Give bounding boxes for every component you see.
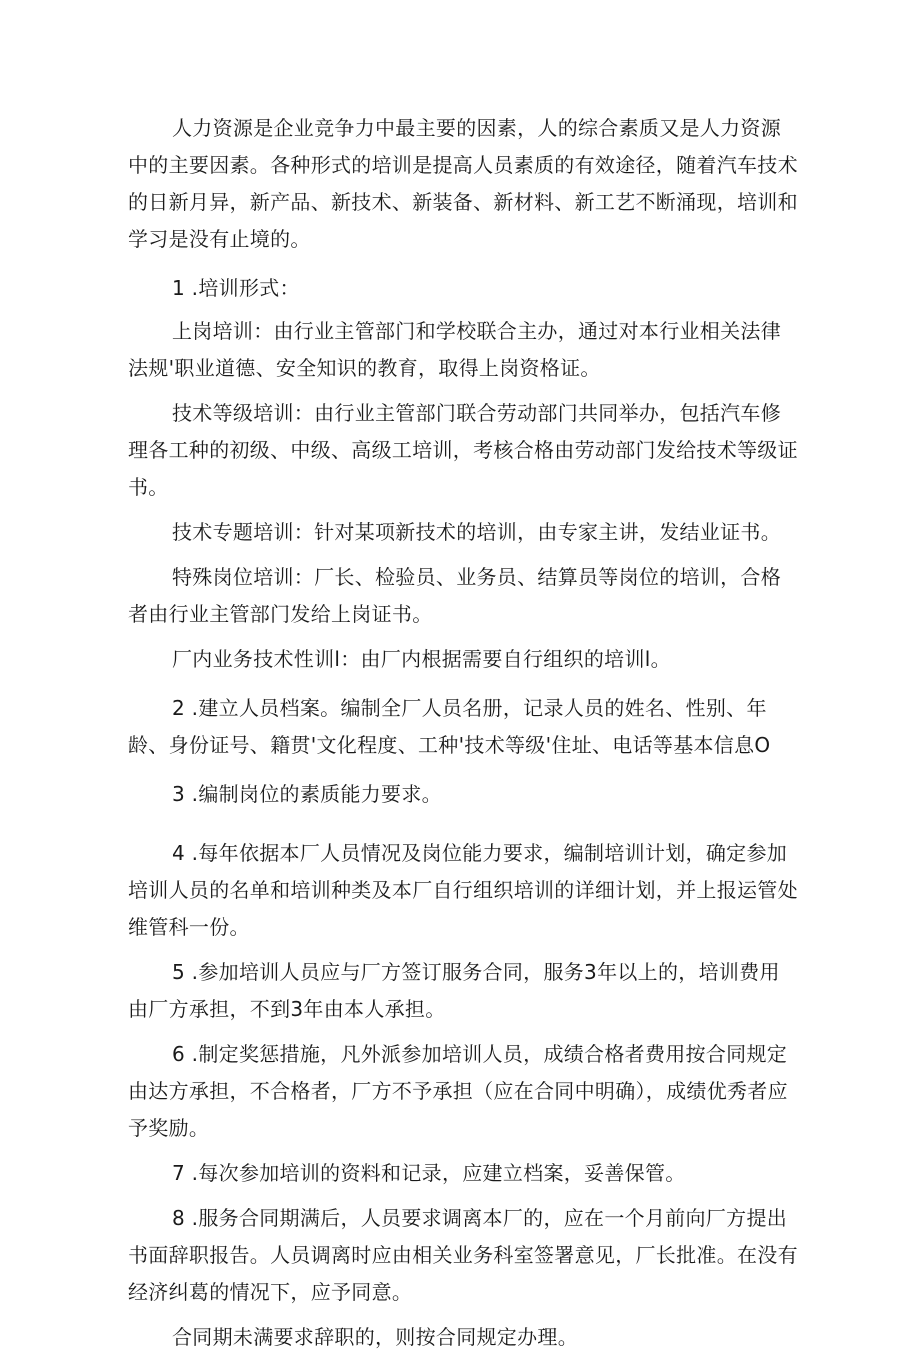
training-type-skill-level: 技术等级培训：由行业主管部门联合劳动部门共同举办，包括汽车修理各工种的初级、中级、高级工培训，考核合格由劳动部门发给技术等级证书。: [128, 401, 798, 499]
item-2-personnel-records: 2 .建立人员档案。编制全厂人员名册，记录人员的姓名、性别、年龄、身份证号、籍贯'文化程度、工种'技术等级'住址、电话等基本信息O: [128, 696, 771, 757]
training-type-in-house: 厂内业务技术性训l：由厂内根据需要自行组织的培训l。: [172, 647, 671, 671]
item-5-service-contract: 5 .参加培训人员应与厂方签订服务合同，服务3年以上的，培训费用由厂方承担，不到3年由本人承担。: [128, 960, 780, 1021]
training-type-special-topic: 技术专题培训：针对某项新技术的培训，由专家主讲，发结业证书。: [172, 520, 781, 544]
item-6-rewards-penalties: 6 .制定奖惩措施，凡外派参加培训人员，成绩合格者费用按合同规定由达方承担，不合格者，厂方不予承担（应在合同中明确），成绩优秀者应予奖励。: [128, 1042, 788, 1140]
intro-paragraph: 人力资源是企业竞争力中最主要的因素，人的综合素质又是人力资源中的主要因素。各种形式的培训是提高人员素质的有效途径，随着汽车技术的日新月异，新产品、新技术、新装备、新材料、新工艺不断涌现，培训和学习是没有止境的。: [128, 116, 798, 251]
closing-paragraph: 合同期未满要求辞职的，则按合同规定办理。: [172, 1325, 578, 1349]
item-8-contract-expiry: 8 .服务合同期满后，人员要求调离本厂的，应在一个月前向厂方提出书面辞职报告。人员调离时应由相关业务科室签署意见，厂长批准。在没有经济纠葛的情况下，应予同意。: [128, 1206, 798, 1304]
section-1-heading: 1 .培训形式：: [172, 276, 300, 300]
document-body: [128, 110, 800, 1356]
item-4-training-plan: 4 .每年依据本厂人员情况及岗位能力要求，编制培训计划，确定参加培训人员的名单和培训种类及本厂自行组织培训的详细计划，并上报运管处维管科一份。: [128, 841, 798, 939]
item-7-training-records: 7 .每次参加培训的资料和记录，应建立档案，妥善保管。: [172, 1161, 686, 1185]
item-3-post-requirements: 3 .编制岗位的素质能力要求。: [172, 782, 442, 806]
training-type-onboarding: 上岗培训：由行业主管部门和学校联合主办，通过对本行业相关法律法规'职业道德、安全知识的教育，取得上岗资格证。: [128, 319, 781, 380]
training-type-special-post: 特殊岗位培训：厂长、检验员、业务员、结算员等岗位的培训，合格者由行业主管部门发给上岗证书。: [128, 565, 781, 626]
